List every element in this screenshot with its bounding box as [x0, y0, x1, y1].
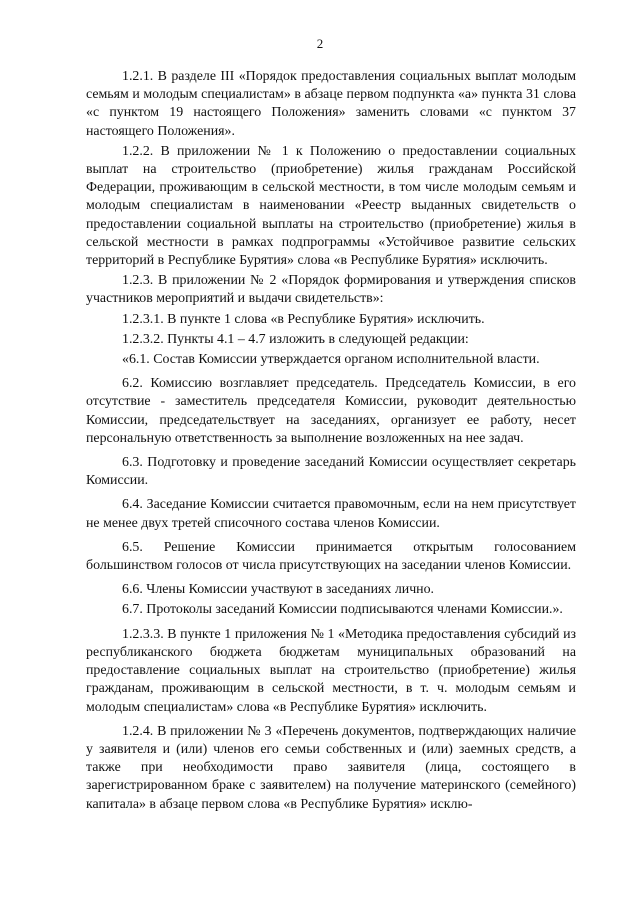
paragraph-6-2: 6.2. Комиссию возглавляет председатель. Председатель Комиссии, в его отсутствие - заместитель председателя Комиссии, руководит деятельностью Комиссии, председательствует на заседаниях, организует ее работу, несет персональную ответственность за выполнение возложенных на нее задач. [86, 376, 576, 446]
paragraph-6-5: 6.5. Решение Комиссии принимается открытым голосованием большинством голосов от числа присутствующих на заседании членов Комиссии. [86, 539, 576, 574]
paragraph-6-7: 6.7. Протоколы заседаний Комиссии подписываются членами Комиссии.». [122, 602, 563, 618]
paragraph-1-2-4: 1.2.4. В приложении № 3 «Перечень документов, подтверждающих наличие у заявителя и (или) членов его семьи собственных и (или) заемных средств, а также при необходимости право заявителя (лица, состоящего в зарегистрированном браке с заявителем) на получение материнского (семейного) капитала» в абзаце первом слова «в Республике Бурятия» исклю- [86, 723, 576, 812]
paragraph-6-6: 6.6. Члены Комиссии участвуют в заседаниях лично. [122, 582, 435, 598]
paragraph-1-2-3-1: 1.2.3.1. В пункте 1 слова «в Республике Бурятия» исключить. [122, 311, 485, 327]
paragraph-1-2-3-2: 1.2.3.2. Пункты 4.1 – 4.7 изложить в следующей редакции: [122, 331, 469, 347]
page-number: 2 [316, 36, 324, 51]
paragraph-6-1: «6.1. Состав Комиссии утверждается органом исполнительной власти. [122, 352, 540, 368]
paragraph-1-2-1: 1.2.1. В разделе III «Порядок предоставления социальных выплат молодым семьям и молодым специалистам» в абзаце первом подпункта «а» пункта 31 слова «с пунктом 19 настоящего Положения» заменить словами «с пунктом 37 настоящего Положения». [86, 69, 576, 139]
paragraph-1-2-3-3: 1.2.3.3. В пункте 1 приложения № 1 «Методика предоставления субсидий из республиканского бюджета бюджетам муниципальных образований на предоставление социальных выплат на строительство (приобретение) жилья гражданам, проживающим в сельской местности, в т. ч. молодым семьям и молодым специалистам» слова «в Республике Бурятия» исключить. [86, 626, 576, 715]
document-body [86, 68, 576, 816]
paragraph-6-3: 6.3. Подготовку и проведение заседаний Комиссии осуществляет секретарь Комиссии. [86, 455, 576, 489]
paragraph-1-2-3: 1.2.3. В приложении № 2 «Порядок формирования и утверждения списков участников мероприятий и выдачи свидетельств»: [86, 273, 576, 307]
paragraph-1-2-2: 1.2.2. В приложении № 1 к Положению о предоставлении социальных выплат на строительство (приобретение) жилья гражданам Российской Федерации, проживающим в сельской местности, в том числе молодым семьям и молодым специалистам в наименовании «Реестр выданных свидетельств о предоставлении социальной выплаты на строительство (приобретение) жилья в сельской местности в рамках подпрограммы «Устойчивое развитие сельских территорий в Республике Бурятия» слова «в Республике Бурятия» исключить. [86, 143, 576, 269]
paragraph-6-4: 6.4. Заседание Комиссии считается правомочным, если на нем присутствует не менее двух третей списочного состава членов Комиссии. [86, 497, 576, 531]
